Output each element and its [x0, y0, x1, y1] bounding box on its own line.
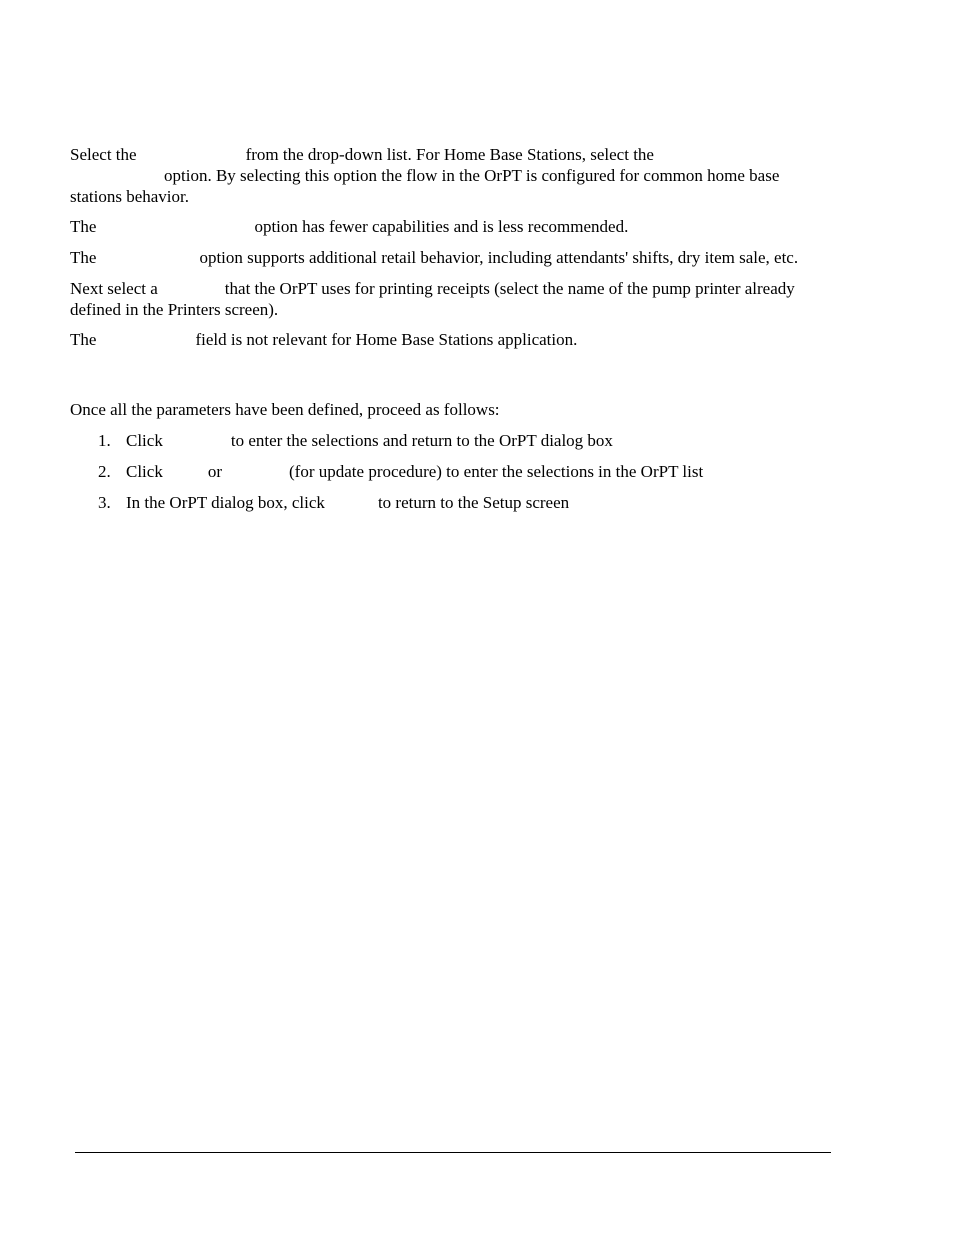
text-fragment: option. By selecting this option the flow in the OrPT is configured for common home base stations behavior. — [70, 166, 780, 206]
text-fragment: that the OrPT uses for printing receipts (select the name of the pump printer already defined in the Printers screen). — [70, 279, 795, 319]
text-fragment: to enter the selections and return to the OrPT dialog box — [230, 431, 613, 450]
text-fragment: The — [70, 330, 97, 349]
step-number: 2. — [98, 462, 111, 481]
footer-divider — [75, 1152, 831, 1153]
list-item — [70, 461, 815, 482]
text-fragment: The — [70, 217, 97, 236]
paragraph-printer — [70, 278, 815, 320]
paragraph-field-not-relevant — [70, 329, 815, 350]
paragraph-proceed: Once all the parameters have been defined, proceed as follows: — [70, 400, 500, 419]
text-fragment: Click — [126, 462, 163, 481]
text-fragment: or — [207, 462, 223, 481]
document-body — [70, 144, 815, 523]
text-fragment: Select the — [70, 145, 137, 164]
text-fragment: Click — [126, 431, 163, 450]
list-item — [70, 492, 815, 513]
text-fragment: Next select a — [70, 279, 158, 298]
text-fragment: The — [70, 248, 97, 267]
text-fragment: option supports additional retail behavior, including attendants' shifts, dry item sale, etc. — [199, 248, 799, 267]
text-fragment: to return to the Setup screen — [377, 493, 570, 512]
step-number: 3. — [98, 493, 111, 512]
steps-list — [70, 430, 815, 513]
text-fragment: from the drop-down list. For Home Base Stations, select the — [245, 145, 654, 164]
paragraph-select-flow — [70, 144, 815, 207]
list-item — [70, 430, 815, 451]
paragraph-option-fewer — [70, 216, 815, 237]
paragraph-option-retail — [70, 247, 815, 268]
text-fragment: option has fewer capabilities and is less recommended. — [254, 217, 629, 236]
text-fragment: In the OrPT dialog box, click — [126, 493, 325, 512]
text-fragment: field is not relevant for Home Base Stations application. — [195, 330, 578, 349]
text-fragment: (for update procedure) to enter the selections in the OrPT list — [289, 462, 704, 481]
step-number: 1. — [98, 431, 111, 450]
